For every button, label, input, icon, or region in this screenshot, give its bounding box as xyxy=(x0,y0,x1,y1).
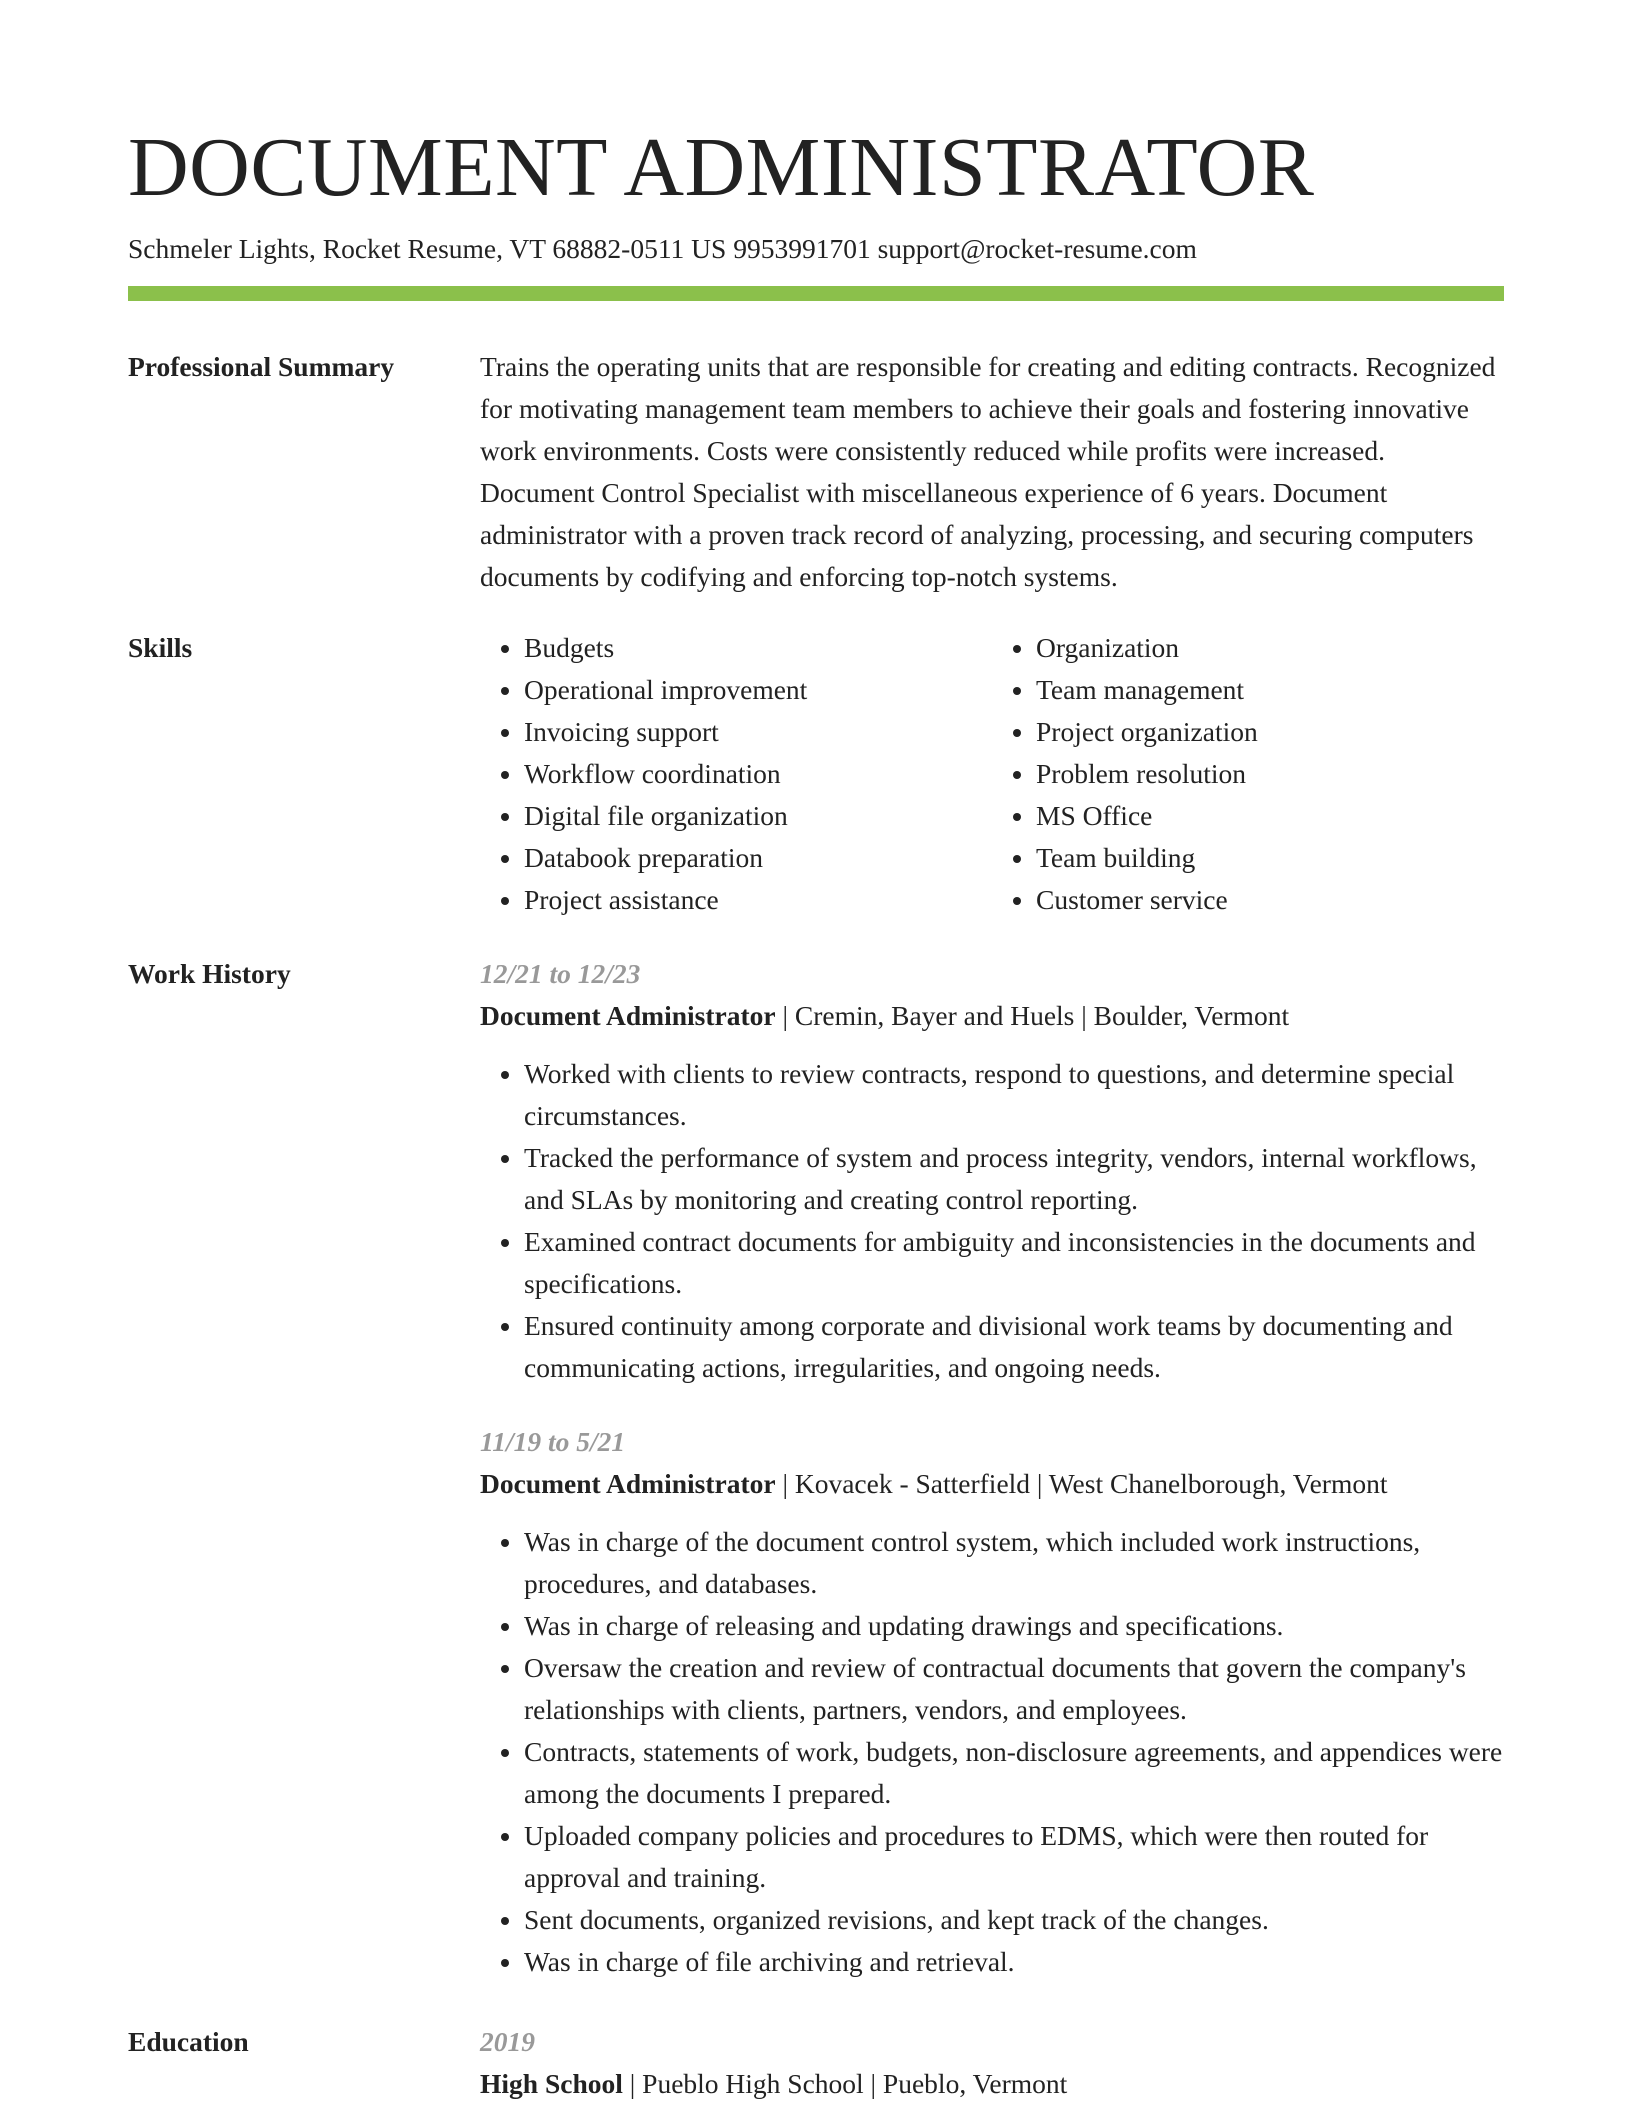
job-bullet: • Ensured continuity among corporate and divisional work teams by documenting and communicating actions, irregularities, and ongoing needs. xyxy=(524,1305,1504,1389)
skill-item: • Problem resolution xyxy=(1036,753,1504,795)
education-heading-line xyxy=(480,2063,1504,2105)
accent-divider xyxy=(128,286,1504,301)
skill-item: • Operational improvement xyxy=(524,669,992,711)
skill-item: • Customer service xyxy=(1036,879,1504,921)
education-heading: Education xyxy=(128,2026,249,2057)
skill-item: • Team building xyxy=(1036,837,1504,879)
skill-item: • MS Office xyxy=(1036,795,1504,837)
skill-item: • Digital file organization xyxy=(524,795,992,837)
resume-name: DOCUMENT ADMINISTRATOR xyxy=(128,121,1315,214)
skill-item: • Databook preparation xyxy=(524,837,992,879)
work-heading: Work History xyxy=(128,958,291,989)
job-details: | Cremin, Bayer and Huels | Boulder, Vermont xyxy=(775,1000,1290,1031)
job-entry xyxy=(480,953,1504,1389)
skills-body xyxy=(480,627,1504,921)
work-body xyxy=(480,953,1504,1983)
skill-item: • Project assistance xyxy=(524,879,992,921)
education-details: | Pueblo High School | Pueblo, Vermont xyxy=(622,2068,1068,2099)
job-bullet: • Examined contract documents for ambiguity and inconsistencies in the documents and specifications. xyxy=(524,1221,1504,1305)
skill-item: • Organization xyxy=(1036,627,1504,669)
job-bullet: • Tracked the performance of system and process integrity, vendors, internal workflows, and SLAs by monitoring and creating control reporting. xyxy=(524,1137,1504,1221)
job-title: Document Administrator xyxy=(480,1468,776,1499)
summary-text: Trains the operating units that are responsible for creating and editing contracts. Recognized for motivating management team members to achieve their goals and fostering innovative work environments. Costs were consistently reduced while profits were increased. Document Control Specialist with miscellaneous experience of 6 years. Document administrator with a proven track record of analyzing, processing, and securing computers documents by codifying and enforcing top-notch systems. xyxy=(480,351,1496,592)
job-heading xyxy=(480,1463,1504,1505)
job-dates: 12/21 to 12/23 xyxy=(480,958,641,989)
job-bullet: • Was in charge of releasing and updating drawings and specifications. xyxy=(524,1605,1504,1647)
education-dates: 2019 xyxy=(480,2026,535,2057)
job-bullets xyxy=(480,1053,1504,1389)
job-bullet: • Oversaw the creation and review of contractual documents that govern the company's relationships with clients, partners, vendors, and employees. xyxy=(524,1647,1504,1731)
job-bullet: • Contracts, statements of work, budgets, non-disclosure agreements, and appendices were among the documents I prepared. xyxy=(524,1731,1504,1815)
job-bullet: • Was in charge of the document control system, which included work instructions, procedures, and databases. xyxy=(524,1521,1504,1605)
job-title: Document Administrator xyxy=(480,1000,776,1031)
job-bullet: • Worked with clients to review contracts, respond to questions, and determine special circumstances. xyxy=(524,1053,1504,1137)
contact-line: Schmeler Lights, Rocket Resume, VT 68882-0511 US 9953991701 support@rocket-resume.com xyxy=(128,233,1197,264)
skills-list-right xyxy=(992,627,1504,921)
job-bullet: • Sent documents, organized revisions, and kept track of the changes. xyxy=(524,1899,1504,1941)
job-bullet: • Was in charge of file archiving and retrieval. xyxy=(524,1941,1504,1983)
education-body xyxy=(480,2021,1504,2105)
job-heading xyxy=(480,995,1504,1037)
skill-item: • Team management xyxy=(1036,669,1504,711)
education-degree: High School xyxy=(480,2068,623,2099)
skill-item: • Invoicing support xyxy=(524,711,992,753)
job-entry xyxy=(480,1421,1504,1983)
skill-item: • Budgets xyxy=(524,627,992,669)
job-bullet: • Uploaded company policies and procedures to EDMS, which were then routed for approval and training. xyxy=(524,1815,1504,1899)
skills-list-left xyxy=(480,627,992,921)
skills-heading: Skills xyxy=(128,632,193,663)
skill-item: • Project organization xyxy=(1036,711,1504,753)
job-dates: 11/19 to 5/21 xyxy=(480,1426,626,1457)
job-details: | Kovacek - Satterfield | West Chanelborough, Vermont xyxy=(775,1468,1388,1499)
summary-body xyxy=(480,346,1504,598)
summary-heading: Professional Summary xyxy=(128,351,395,382)
skill-item: • Workflow coordination xyxy=(524,753,992,795)
job-bullets xyxy=(480,1521,1504,1983)
